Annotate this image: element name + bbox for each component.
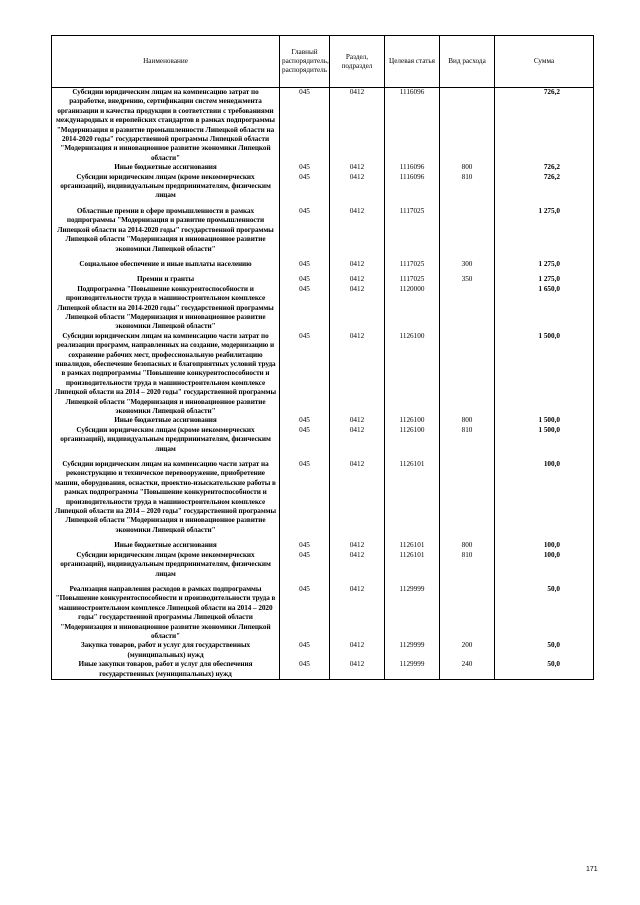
row-sum: 726,2: [495, 163, 594, 172]
row-name: Субсидии юридическим лицам на компенсацию затрат по разработке, внедрению, сертификации систем менеджмента организации и качества продукции в соответствии с требованиями международных и европейских стандартов в рамках подпрограммы "Модернизация и развитие промышленности Липецкой области на 2014-2020 годы" государственной программы Липецкой области "Модернизация и инновационное развитие экономики Липецкой области": [52, 88, 280, 164]
table-row: [52, 426, 594, 460]
row-sum: 1 275,0: [495, 207, 594, 260]
row-target: 1117025: [385, 260, 440, 275]
header-target: Целевая статья: [385, 36, 440, 88]
page-number: 171: [586, 866, 598, 873]
table-row: [52, 285, 594, 332]
row-main-manager: 045: [280, 275, 330, 284]
row-target: 1126101: [385, 460, 440, 541]
row-section: 0412: [330, 332, 385, 417]
table-row: [52, 416, 594, 425]
row-name: Субсидии юридическим лицам (кроме некоммерческих организаций), индивидуальным предпринимателям, физическим лицам: [52, 426, 280, 460]
row-target: 1126100: [385, 416, 440, 425]
row-target: 1126100: [385, 332, 440, 417]
row-sum: 50,0: [495, 585, 594, 641]
header-name: Наименование: [52, 36, 280, 88]
header-section: Раздел, подраздел: [330, 36, 385, 88]
row-target: 1129999: [385, 660, 440, 679]
row-name: Иные бюджетные ассигнования: [52, 416, 280, 425]
row-expense-type: [440, 460, 495, 541]
row-name: Реализация направления расходов в рамках подпрограммы "Повышение конкурентоспособности и производительности труда в машиностроительном комплексе Липецкой области на 2014 – 2020 годы" государственной программы Липецкой области "Модернизация и инновационное развитие экономики Липецкой области": [52, 585, 280, 641]
row-name: Субсидии юридическим лицам на компенсацию части затрат по реализации программ, направленных на создание, модернизацию и сохранение рабочих мест, профессиональную реабилитацию инвалидов, обеспечение безопасных и благоприятных условий труда в рамках подпрограммы "Повышение конкурентоспособности и производительности труда в машиностроительном комплексе Липецкой области на 2014 – 2020 годы" государственной программы Липецкой области "Модернизация и инновационное развитие экономики Липецкой области": [52, 332, 280, 417]
row-sum: 50,0: [495, 660, 594, 679]
row-main-manager: 045: [280, 460, 330, 541]
row-sum: 100,0: [495, 551, 594, 585]
row-main-manager: 045: [280, 541, 330, 550]
row-section: 0412: [330, 207, 385, 260]
table-body: [52, 88, 594, 680]
row-expense-type: [440, 585, 495, 641]
row-main-manager: 045: [280, 416, 330, 425]
row-name: Иные бюджетные ассигнования: [52, 163, 280, 172]
row-section: 0412: [330, 641, 385, 660]
row-section: 0412: [330, 88, 385, 164]
header-expense-type: Вид расхода: [440, 36, 495, 88]
row-name: Подпрограмма "Повышение конкурентоспособности и производительности труда в машиностроительном комплексе Липецкой области на 2014-2020 годы" государственной программы Липецкой области "Модернизация и инновационное развитие экономики Липецкой области": [52, 285, 280, 332]
row-expense-type: 800: [440, 416, 495, 425]
row-main-manager: 045: [280, 163, 330, 172]
row-section: 0412: [330, 260, 385, 275]
table-row: [52, 163, 594, 172]
table-row: [52, 541, 594, 550]
row-main-manager: 045: [280, 285, 330, 332]
row-target: 1126100: [385, 426, 440, 460]
row-target: 1129999: [385, 641, 440, 660]
row-sum: 1 500,0: [495, 332, 594, 417]
row-main-manager: 045: [280, 207, 330, 260]
row-section: 0412: [330, 173, 385, 207]
row-name: Субсидии юридическим лицам (кроме некоммерческих организаций), индивидуальным предпринимателям, физическим лицам: [52, 173, 280, 207]
row-target: 1116096: [385, 88, 440, 164]
budget-table-sheet: [51, 35, 593, 680]
row-section: 0412: [330, 541, 385, 550]
row-expense-type: 810: [440, 551, 495, 585]
row-target: 1129999: [385, 585, 440, 641]
row-target: 1126101: [385, 541, 440, 550]
row-expense-type: 810: [440, 426, 495, 460]
row-name: Иные бюджетные ассигнования: [52, 541, 280, 550]
header-main-manager: Главный распорядитель, распорядитель: [280, 36, 330, 88]
row-section: 0412: [330, 660, 385, 679]
row-expense-type: 800: [440, 541, 495, 550]
row-main-manager: 045: [280, 660, 330, 679]
row-target: 1117025: [385, 207, 440, 260]
row-sum: 1 275,0: [495, 260, 594, 275]
row-section: 0412: [330, 551, 385, 585]
row-section: 0412: [330, 426, 385, 460]
table-row: [52, 551, 594, 585]
row-main-manager: 045: [280, 641, 330, 660]
row-expense-type: 810: [440, 173, 495, 207]
table-row: [52, 460, 594, 541]
row-section: 0412: [330, 585, 385, 641]
table-row: [52, 641, 594, 660]
row-sum: 726,2: [495, 88, 594, 164]
row-target: 1116096: [385, 173, 440, 207]
row-section: 0412: [330, 416, 385, 425]
row-expense-type: [440, 207, 495, 260]
row-expense-type: 350: [440, 275, 495, 284]
row-main-manager: 045: [280, 173, 330, 207]
row-name: Закупка товаров, работ и услуг для государственных (муниципальных) нужд: [52, 641, 280, 660]
table-row: [52, 585, 594, 641]
row-section: 0412: [330, 460, 385, 541]
table-row: [52, 660, 594, 679]
row-target: 1117025: [385, 275, 440, 284]
row-main-manager: 045: [280, 585, 330, 641]
row-name: Иные закупки товаров, работ и услуг для обеспечения государственных (муниципальных) нужд: [52, 660, 280, 679]
row-sum: 1 275,0: [495, 275, 594, 284]
row-expense-type: 240: [440, 660, 495, 679]
row-name: Субсидии юридическим лицам (кроме некоммерческих организаций), индивидуальным предпринимателям, физическим лицам: [52, 551, 280, 585]
row-expense-type: 800: [440, 163, 495, 172]
row-main-manager: 045: [280, 551, 330, 585]
header-sum: Сумма: [495, 36, 594, 88]
table-row: [52, 173, 594, 207]
row-sum: 1 500,0: [495, 416, 594, 425]
row-expense-type: [440, 332, 495, 417]
row-sum: 726,2: [495, 173, 594, 207]
row-expense-type: [440, 88, 495, 164]
row-main-manager: 045: [280, 88, 330, 164]
row-target: 1126101: [385, 551, 440, 585]
row-main-manager: 045: [280, 332, 330, 417]
row-target: 1116096: [385, 163, 440, 172]
row-main-manager: 045: [280, 260, 330, 275]
row-name: Областные премии в сфере промышленности в рамках подпрограммы "Модернизация и развитие промышленности Липецкой области на 2014-2020 годы" государственной программы Липецкой области "Модернизация и инновационное развитие экономики Липецкой области": [52, 207, 280, 260]
row-name: Социальное обеспечение и иные выплаты населению: [52, 260, 280, 275]
table-row: [52, 88, 594, 164]
row-section: 0412: [330, 285, 385, 332]
row-section: 0412: [330, 275, 385, 284]
table-header: [52, 36, 594, 88]
table-row: [52, 207, 594, 260]
row-name: Премии и гранты: [52, 275, 280, 284]
row-name: Субсидии юридическим лицам на компенсацию части затрат на реконструкцию и техническое перевооружение, приобретение машин, оборудования, оснастки, проектно-изыскательские работы в рамках подпрограммы "Повышение конкурентоспособности и производительности труда в машиностроительном комплексе Липецкой области на 2014 – 2020 годы" государственной программы Липецкой области "Модернизация и инновационное развитие экономики Липецкой области": [52, 460, 280, 541]
row-main-manager: 045: [280, 426, 330, 460]
row-sum: 1 500,0: [495, 426, 594, 460]
row-section: 0412: [330, 163, 385, 172]
table-row: [52, 260, 594, 275]
row-sum: 50,0: [495, 641, 594, 660]
row-sum: 1 650,0: [495, 285, 594, 332]
table-row: [52, 332, 594, 417]
row-expense-type: [440, 285, 495, 332]
table-row: [52, 275, 594, 284]
budget-table: [51, 35, 594, 680]
row-expense-type: 300: [440, 260, 495, 275]
row-expense-type: 200: [440, 641, 495, 660]
row-target: 1120000: [385, 285, 440, 332]
row-sum: 100,0: [495, 541, 594, 550]
row-sum: 100,0: [495, 460, 594, 541]
